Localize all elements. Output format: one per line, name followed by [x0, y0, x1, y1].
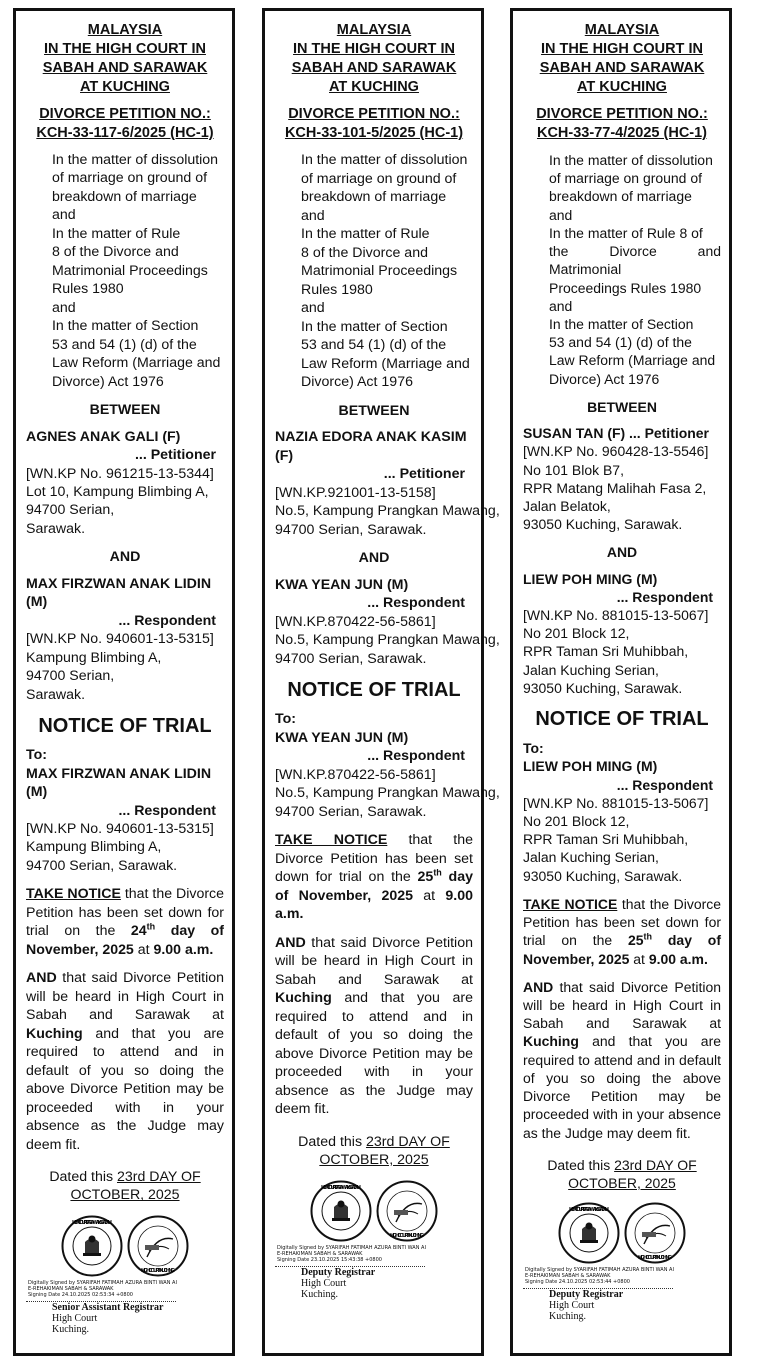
- text-line: [WN.KP No. 940601-13-5315]: [26, 821, 214, 837]
- text-line: Divorce) Act 1976: [549, 370, 660, 387]
- petitioner-address: [523, 442, 721, 533]
- and-heading: AND: [109, 549, 141, 566]
- text-line: Jalan Belatok,: [523, 497, 611, 514]
- and-text-2: and that you are required to attend and in default of you so doing the above Divorce Petition may be proceeded with in your absence as the Judge may deem fit.: [275, 990, 473, 1117]
- signature-line-1: Digitally Signed by SYARIFAH FATIMAH AZURA BINTI WAN AI: [28, 1279, 177, 1286]
- court-heading-1: IN THE HIGH COURT IN: [541, 41, 703, 57]
- and-paragraph: [523, 978, 721, 1142]
- text-line: Divorce) Act 1976: [52, 373, 164, 390]
- signature-line-1: Digitally Signed by SYARIFAH FATIMAH AZURA BINTI WAN AI: [525, 1267, 674, 1274]
- and-paragraph: [275, 934, 473, 1119]
- trial-day: 25: [628, 932, 644, 949]
- text-line: No 101 Blok B7,: [523, 461, 624, 478]
- text-line: breakdown of marriage: [301, 189, 447, 205]
- to-address: [523, 794, 721, 885]
- petition-number: KCH-33-117-6/2025 (HC-1): [36, 125, 214, 141]
- text-line: 53 and 54 (1) (d) of the: [549, 334, 692, 351]
- court-heading-3: AT KUCHING: [329, 79, 419, 95]
- take-notice-text-2: at: [629, 950, 649, 967]
- text-line: Law Reform (Marriage and: [301, 355, 470, 372]
- digital-signature: [523, 1267, 721, 1285]
- trial-month-year: day of November, 2025: [523, 932, 721, 967]
- text-line: 94700 Serian, Sarawak.: [275, 521, 427, 538]
- and-label: AND: [275, 934, 306, 951]
- text-line: 53 and 54 (1) (d) of the: [52, 336, 197, 353]
- petitioner-name: AGNES ANAK GALI (F): [26, 428, 181, 445]
- text-line: Jalan Kuching Serian,: [523, 849, 659, 866]
- text-line: Rules 1980: [52, 281, 124, 298]
- signature-line-2: E-REHAKIMAN SABAH & SARAWAK: [277, 1250, 363, 1257]
- text-line: Matrimonial Proceedings: [52, 262, 208, 279]
- and-text-2: and that you are required to attend and in default of you so doing the above Divorce Petition may be proceeded with in your absence as the Judge may deem fit.: [26, 1025, 224, 1153]
- text-line: and: [52, 299, 76, 316]
- text-line: and: [549, 297, 573, 314]
- respondent-address: [26, 630, 224, 704]
- to-address: [26, 820, 224, 875]
- text-line: In the matter of Rule: [301, 226, 430, 242]
- text-line: of marriage on ground of: [52, 170, 208, 187]
- text-line: 94700 Serian,: [26, 502, 115, 519]
- to-role: ... Respondent: [118, 802, 216, 819]
- court-heading-2: SABAH AND SARAWAK: [291, 60, 457, 76]
- high-court-seal-left-icon: [558, 1202, 620, 1264]
- notice-of-trial-title: NOTICE OF TRIAL: [287, 679, 461, 701]
- high-court-seal-right-icon: [127, 1215, 189, 1277]
- text-line: No.5, Kampung Prangkan Mawang,: [275, 503, 500, 519]
- registrar-block: [275, 1267, 473, 1300]
- text-line: In the matter of dissolution: [52, 152, 219, 168]
- seal-left-text: HIGH COURT · SARAWAK & SABAH: [569, 1207, 609, 1214]
- and-label: AND: [26, 970, 57, 987]
- matter-block: [26, 151, 224, 391]
- and-text-2: and that you are required to attend and in default of you so doing the above Divorce Petition may be proceeded with in your absence as the Judge may deem fit.: [523, 1033, 721, 1141]
- text-line: [WN.KP.921001-13-5158]: [275, 484, 436, 501]
- text-line: and: [301, 207, 325, 224]
- and-text-1: that said Divorce Petition will be heard in High Court in Sabah and Sarawak at: [26, 970, 224, 1024]
- registrar-court: High Court: [52, 1312, 98, 1324]
- text-line: Law Reform (Marriage and: [52, 355, 221, 372]
- between-heading: BETWEEN: [587, 398, 657, 415]
- respondent-name: LIEW POH MING (M): [523, 570, 658, 587]
- respondent-role: ... Respondent: [367, 595, 465, 611]
- text-line: breakdown of marriage: [52, 188, 197, 205]
- text-line: In the matter of Section: [52, 318, 199, 335]
- text-line: [WN.KP No. 881015-13-5067]: [523, 607, 709, 624]
- and-text-1: that said Divorce Petition will be heard in High Court in Sabah and Sarawak at: [275, 934, 473, 988]
- signature-line-3: Signing Date 23.10.2025 15:43:38 +0800: [277, 1256, 382, 1263]
- text-line: 94700 Serian, Sarawak.: [275, 650, 427, 667]
- between-heading: BETWEEN: [338, 402, 410, 419]
- to-label: To:: [275, 711, 297, 727]
- text-line: 8 of the Divorce and: [301, 244, 428, 261]
- text-line: No 201 Block 12,: [523, 813, 630, 829]
- country-heading: MALAYSIA: [336, 22, 412, 38]
- text-line: [WN.KP No. 961215-13-5344]: [26, 465, 214, 482]
- petition-label: DIVORCE PETITION NO.:: [536, 106, 708, 122]
- take-notice-text-2: at: [413, 887, 446, 904]
- text-line: RPR Matang Malihah Fasa 2,: [523, 479, 707, 496]
- country-heading: MALAYSIA: [87, 22, 163, 38]
- respondent-name: KWA YEAN JUN (M): [275, 576, 409, 593]
- text-line: Law Reform (Marriage and: [549, 352, 716, 369]
- respondent-address: [523, 606, 721, 697]
- text-line: Lot 10, Kampung Blimbing A,: [26, 483, 209, 500]
- petitioner-name: SUSAN TAN (F) ... Petitioner: [523, 425, 709, 442]
- text-line: 94700 Serian, Sarawak.: [26, 857, 178, 874]
- and-heading: AND: [606, 544, 638, 561]
- take-notice-label: TAKE NOTICE: [523, 895, 618, 912]
- trial-day-suffix: th: [643, 931, 653, 942]
- take-notice-text-1: that the Divorce Petition has been set down for trial on the: [523, 895, 722, 949]
- text-line: 93050 Kuching, Sarawak.: [523, 867, 683, 884]
- text-line: 93050 Kuching, Sarawak.: [523, 679, 683, 696]
- notice-column-2: [262, 8, 500, 1356]
- registrar-block: [523, 1289, 721, 1322]
- text-line: of marriage on ground of: [301, 170, 457, 187]
- text-line: the Divorce and Matrimonial: [549, 243, 721, 278]
- text-line: In the matter of dissolution: [301, 152, 468, 168]
- take-notice-label: TAKE NOTICE: [26, 886, 121, 903]
- dated-prefix: Dated this: [547, 1156, 615, 1173]
- dated-date: 23rd DAY OF OCTOBER, 2025: [568, 1156, 697, 1191]
- digital-signature: [26, 1280, 224, 1298]
- court-place: Kuching: [26, 1025, 83, 1042]
- text-line: Proceedings Rules 1980: [549, 279, 702, 296]
- registrar-location: Kuching.: [301, 1288, 338, 1300]
- registrar-title: Deputy Registrar: [301, 1266, 376, 1278]
- notice-column-3: [510, 8, 732, 1356]
- petitioner-name: NAZIA EDORA ANAK KASIM (F): [275, 429, 467, 464]
- text-line: 93050 Kuching, Sarawak.: [523, 516, 683, 533]
- petitioner-address: [275, 484, 500, 540]
- trial-day: 25: [417, 869, 434, 885]
- text-line: 94700 Serian, Sarawak.: [275, 803, 427, 820]
- court-seals: [275, 1180, 473, 1242]
- signature-line-3: Signing Date 24.10.2025 02:53:34 +0800: [28, 1291, 133, 1298]
- dated-line: [523, 1156, 721, 1192]
- and-label: AND: [523, 978, 554, 995]
- trial-month-year: day of November, 2025: [275, 869, 473, 904]
- court-heading-1: IN THE HIGH COURT IN: [44, 41, 206, 57]
- dated-date: 23rd DAY OF OCTOBER, 2025: [319, 1133, 450, 1168]
- text-line: Sarawak.: [26, 520, 86, 537]
- petition-number: KCH-33-77-4/2025 (HC-1): [536, 125, 708, 141]
- text-line: [WN.KP.870422-56-5861]: [275, 613, 436, 630]
- court-heading-1: IN THE HIGH COURT IN: [293, 41, 455, 57]
- dated-prefix: Dated this: [298, 1133, 366, 1150]
- registrar-title: Deputy Registrar: [549, 1289, 624, 1301]
- take-notice-paragraph: [26, 885, 224, 959]
- seal-right-text: HIGH COURT · KUCHING: [638, 1255, 672, 1262]
- and-paragraph: [26, 969, 224, 1154]
- high-court-seal-left-icon: [61, 1215, 123, 1277]
- trial-day: 24: [130, 923, 147, 940]
- court-seals: [523, 1202, 721, 1264]
- to-name: MAX FIRZWAN ANAK LIDIN (M): [26, 765, 212, 801]
- text-line: and: [549, 206, 573, 223]
- text-line: [WN.KP No. 960428-13-5546]: [523, 443, 709, 460]
- notice-of-trial-title: NOTICE OF TRIAL: [535, 708, 709, 731]
- to-label: To:: [26, 747, 47, 764]
- seal-right-text: HIGH COURT · KUCHING: [390, 1232, 424, 1239]
- text-line: In the matter of Section: [549, 315, 694, 332]
- dated-line: [275, 1133, 473, 1170]
- court-seals: [26, 1215, 224, 1277]
- to-name: LIEW POH MING (M): [523, 758, 658, 775]
- text-line: RPR Taman Sri Muhibbah,: [523, 831, 689, 848]
- between-heading: BETWEEN: [89, 402, 161, 419]
- registrar-block: [26, 1302, 224, 1335]
- text-line: Divorce) Act 1976: [301, 374, 413, 390]
- text-line: and: [301, 300, 325, 316]
- text-line: 53 and 54 (1) (d) of the: [301, 337, 447, 353]
- court-place: Kuching: [523, 1033, 579, 1050]
- seal-left-text: HIGH COURT · SARAWAK & SABAH: [72, 1219, 112, 1226]
- trial-time: 9.00 a.m.: [648, 950, 708, 967]
- text-line: In the matter of Section: [301, 318, 448, 335]
- high-court-seal-left-icon: [310, 1180, 372, 1242]
- registrar-location: Kuching.: [549, 1311, 586, 1323]
- respondent-role: ... Respondent: [118, 612, 216, 629]
- text-line: In the matter of dissolution: [549, 152, 713, 168]
- text-line: 94700 Serian,: [26, 668, 115, 685]
- text-line: In the matter of Rule: [52, 225, 181, 242]
- registrar-court: High Court: [301, 1277, 347, 1289]
- petitioner-role: ... Petitioner: [134, 447, 216, 464]
- take-notice-text-1: that the Divorce Petition has been set down for trial on the: [26, 886, 224, 940]
- court-heading-3: AT KUCHING: [577, 79, 667, 95]
- country-heading: MALAYSIA: [584, 22, 660, 38]
- text-line: No 201 Block 12,: [523, 625, 630, 642]
- court-heading-2: SABAH AND SARAWAK: [42, 60, 208, 76]
- to-label: To:: [523, 740, 544, 757]
- text-line: Sarawak.: [26, 686, 86, 703]
- signature-line-1: Digitally Signed by SYARIFAH FATIMAH AZURA BINTI WAN AI: [277, 1244, 426, 1251]
- court-heading-3: AT KUCHING: [80, 79, 170, 95]
- seal-right-text: HIGH COURT · KUCHING: [141, 1267, 175, 1274]
- to-role: ... Respondent: [616, 776, 713, 793]
- trial-day-suffix: th: [433, 867, 442, 878]
- petition-number: KCH-33-101-5/2025 (HC-1): [284, 125, 464, 141]
- trial-time: 9.00 a.m.: [153, 941, 214, 958]
- text-line: of marriage on ground of: [549, 170, 702, 187]
- text-line: Rules 1980: [301, 281, 373, 298]
- registrar-title: Senior Assistant Registrar: [52, 1301, 164, 1313]
- digital-signature: [275, 1245, 473, 1263]
- notice-column-1: [13, 8, 235, 1356]
- take-notice-text-2: at: [133, 941, 154, 958]
- registrar-location: Kuching.: [52, 1323, 89, 1335]
- text-line: Matrimonial Proceedings: [301, 263, 458, 279]
- to-name: KWA YEAN JUN (M): [275, 729, 409, 746]
- respondent-role: ... Respondent: [616, 588, 713, 605]
- text-line: Jalan Kuching Serian,: [523, 661, 659, 678]
- petition-label: DIVORCE PETITION NO.:: [39, 106, 211, 122]
- and-text-1: that said Divorce Petition will be heard in High Court in Sabah and Sarawak at: [523, 978, 721, 1032]
- trial-month-year: day of November, 2025: [26, 923, 224, 958]
- text-line: Kampung Blimbing A,: [26, 649, 162, 666]
- trial-time: 9.00 a.m.: [275, 887, 473, 922]
- to-address: [275, 766, 500, 822]
- take-notice-text-1: that the Divorce Petition has been set down for trial on the: [275, 832, 473, 885]
- text-line: [WN.KP No. 940601-13-5315]: [26, 631, 214, 648]
- high-court-seal-right-icon: [624, 1202, 686, 1264]
- matter-block: [523, 151, 721, 388]
- text-line: 8 of the Divorce and: [52, 244, 179, 261]
- respondent-address: [275, 613, 500, 669]
- text-line: RPR Taman Sri Muhibbah,: [523, 643, 689, 660]
- text-line: No.5, Kampung Prangkan Mawang,: [275, 785, 500, 801]
- dated-date: 23rd DAY OF OCTOBER, 2025: [70, 1168, 201, 1204]
- high-court-seal-right-icon: [376, 1180, 438, 1242]
- text-line: Kampung Blimbing A,: [26, 839, 162, 856]
- take-notice-label: TAKE NOTICE: [275, 832, 388, 848]
- trial-day-suffix: th: [146, 921, 156, 932]
- petition-label: DIVORCE PETITION NO.:: [288, 106, 460, 122]
- dated-line: [26, 1168, 224, 1205]
- text-line: No.5, Kampung Prangkan Mawang,: [275, 632, 500, 648]
- signature-line-3: Signing Date 24.10.2025 02:53:44 +0800: [525, 1279, 630, 1286]
- seal-left-text: HIGH COURT · SARAWAK & SABAH: [321, 1184, 361, 1191]
- signature-line-2: E-REHAKIMAN SABAH & SARAWAK: [28, 1285, 114, 1292]
- to-role: ... Respondent: [367, 748, 465, 764]
- court-place: Kuching: [275, 990, 332, 1006]
- petitioner-role: ... Petitioner: [383, 466, 465, 482]
- text-line: and: [52, 207, 76, 224]
- notice-of-trial-title: NOTICE OF TRIAL: [38, 715, 212, 738]
- signature-line-2: E-REHAKIMAN SABAH & SARAWAK: [525, 1273, 611, 1280]
- take-notice-paragraph: [275, 831, 473, 924]
- court-heading-2: SABAH AND SARAWAK: [539, 60, 705, 76]
- petitioner-address: [26, 465, 224, 539]
- text-line: [WN.KP No. 881015-13-5067]: [523, 794, 709, 811]
- respondent-name: MAX FIRZWAN ANAK LIDIN (M): [26, 575, 212, 611]
- matter-block: [275, 151, 473, 392]
- take-notice-paragraph: [523, 895, 721, 968]
- and-heading: AND: [358, 550, 390, 566]
- registrar-court: High Court: [549, 1300, 595, 1312]
- text-line: [WN.KP.870422-56-5861]: [275, 766, 436, 783]
- text-line: breakdown of marriage: [549, 188, 692, 205]
- dated-prefix: Dated this: [49, 1168, 117, 1185]
- text-line: In the matter of Rule 8 of: [549, 224, 703, 241]
